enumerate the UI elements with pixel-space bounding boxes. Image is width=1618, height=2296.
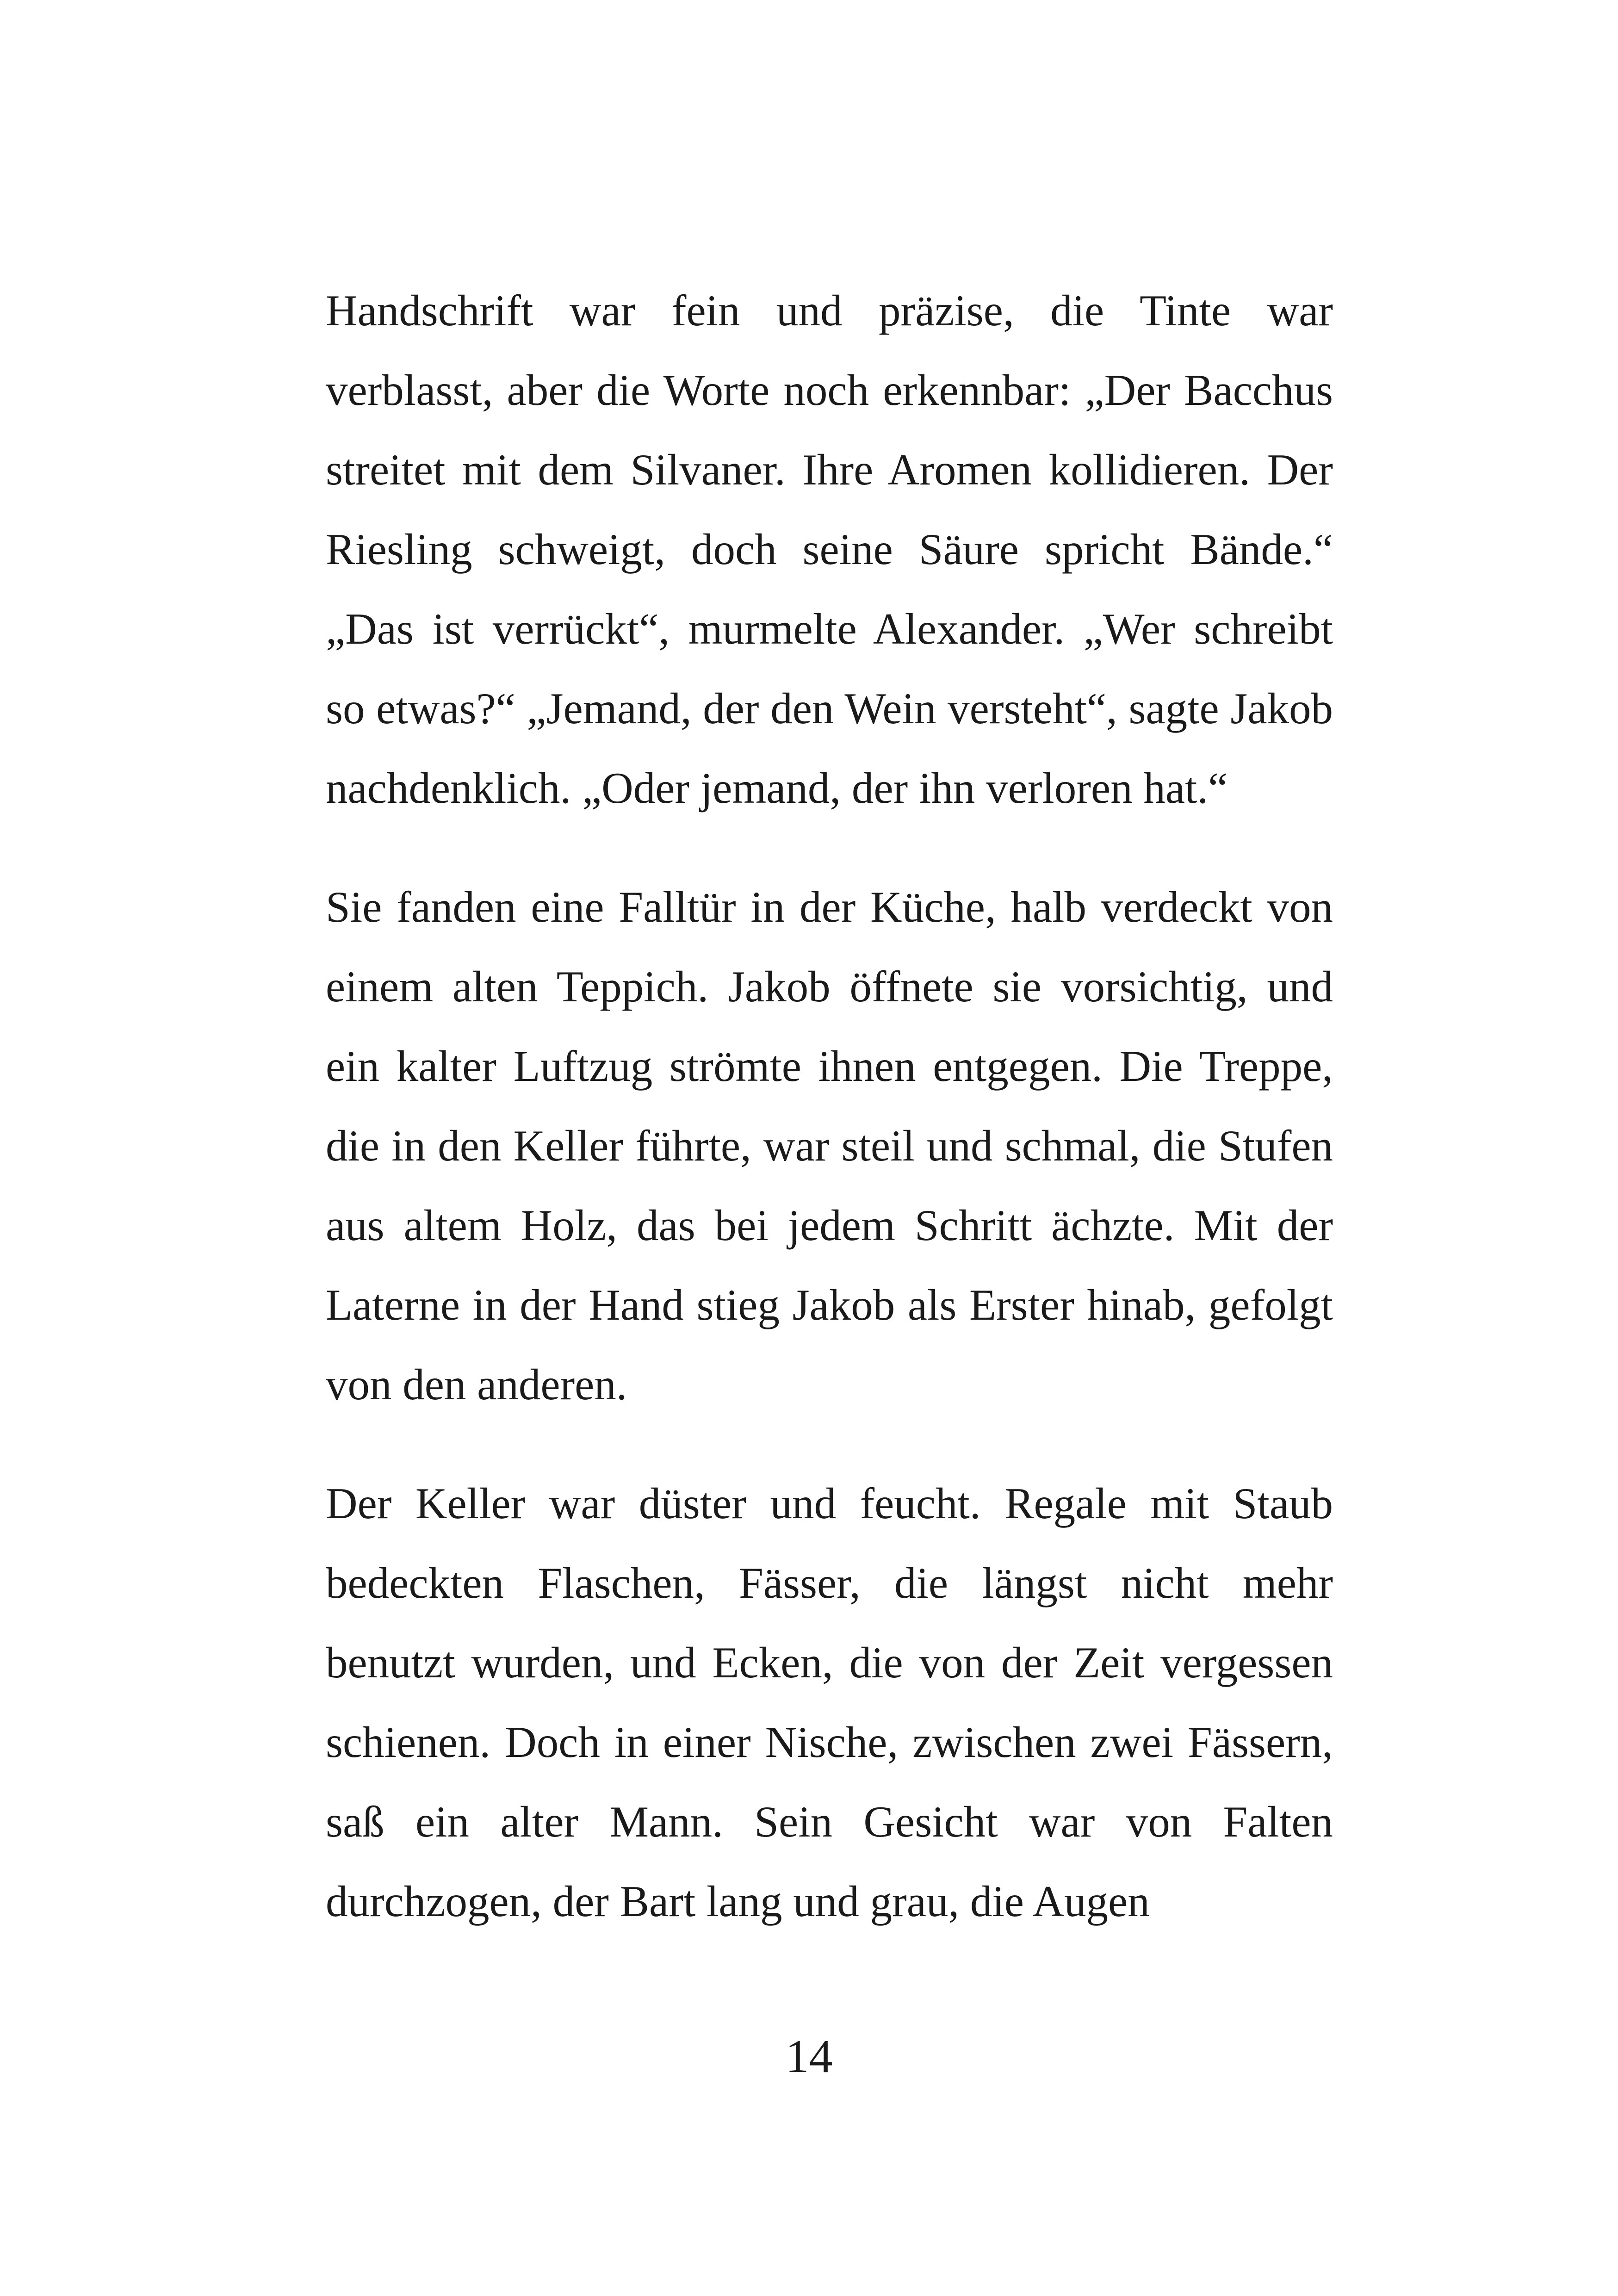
- paragraph-2: Sie fanden eine Falltür in der Küche, halb verdeckt von einem alten Teppich. Jakob öffnete sie vorsichtig, und ein kalter Luftzug strömte ihnen entgegen. Die Treppe, die in den Keller führte, war steil und schmal, die Stufen aus altem Holz, das bei jedem Schritt ächzte. Mit der Laterne in der Hand stieg Jakob als Erster hinab, gefolgt von den anderen.: [326, 882, 1333, 1409]
- paragraph-3: Der Keller war düster und feucht. Regale mit Staub bedeckten Flaschen, Fässer, die längst nicht mehr benutzt wurden, und Ecken, die von der Zeit vergessen schienen. Doch in einer Nische, zwischen zwei Fässern, saß ein alter Mann. Sein Gesicht war von Falten durchzogen, der Bart lang und grau, die Augen: [326, 1479, 1333, 1926]
- paragraph-1: Handschrift war fein und präzise, die Tinte war verblasst, aber die Worte noch erkennbar: „Der Bacchus streitet mit dem Silvaner. Ihre Aromen kollidieren. Der Riesling schweigt, doch seine Säure spricht Bände.“ „Das ist verrückt“, murmelte Alexander. „Wer schreibt so etwas?“ „Jemand, der den Wein versteht“, sagte Jakob nachdenklich. „Oder jemand, der ihn verloren hat.“: [326, 286, 1333, 813]
- body-text: [326, 271, 1333, 1941]
- page-number: 14: [785, 2030, 833, 2083]
